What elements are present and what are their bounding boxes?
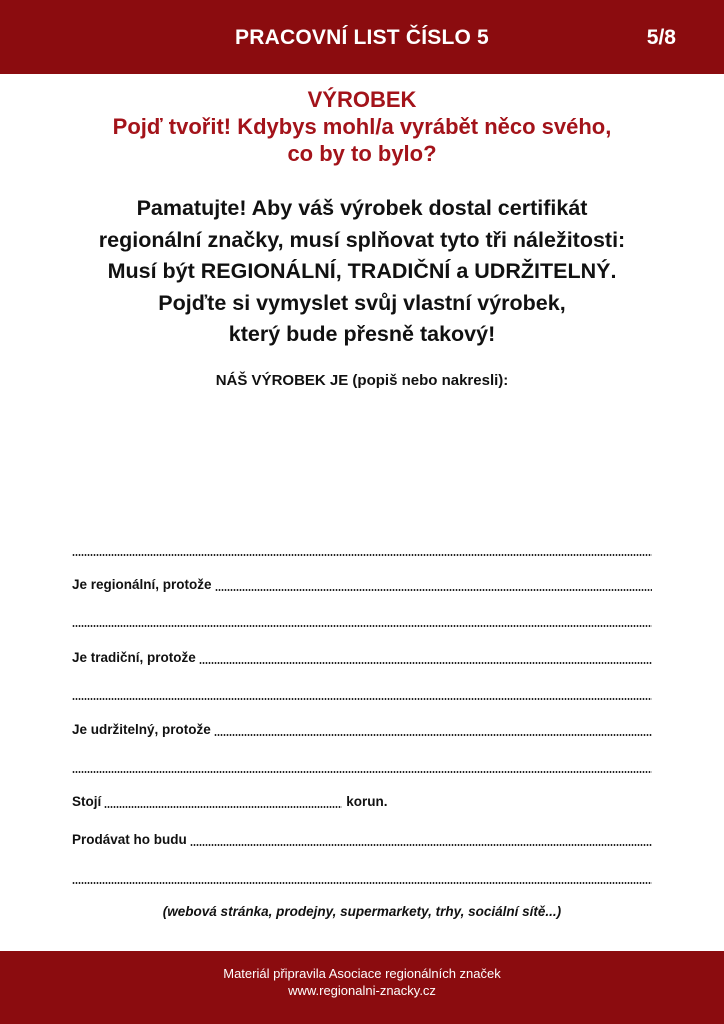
price-suffix: korun. — [346, 795, 388, 809]
regional-continuation-line[interactable] — [72, 614, 652, 628]
price-line[interactable] — [72, 795, 652, 809]
sell-continuation-line[interactable] — [72, 871, 652, 885]
intro-line-4: Pojďte si vymyslet svůj vlastní výrobek, — [158, 290, 566, 315]
product-description-label: NÁŠ VÝROBEK JE (popiš nebo nakresli): — [215, 372, 509, 389]
page-number: 5/8 — [646, 26, 676, 49]
sell-label: Prodávat ho budu — [72, 833, 187, 847]
intro-line-2: regionální značky, musí splňovat tyto tři náležitosti: — [98, 227, 626, 252]
dotted-line — [72, 882, 652, 884]
regional-reason-line[interactable] — [72, 578, 652, 592]
dotted-line — [190, 844, 652, 846]
footer-bar — [0, 951, 724, 1024]
traditional-label: Je tradiční, protože — [72, 651, 196, 665]
dotted-line — [72, 554, 652, 556]
title-block — [0, 86, 724, 167]
dotted-line — [72, 698, 652, 700]
regional-label: Je regionální, protože — [72, 578, 212, 592]
product-fill-line[interactable] — [72, 543, 652, 557]
sustainable-label: Je udržitelný, protože — [72, 723, 211, 737]
header-bar — [0, 0, 724, 74]
footer-text — [0, 965, 724, 999]
section-heading: VÝROBEK — [307, 87, 417, 112]
sustainable-reason-line[interactable] — [72, 723, 652, 737]
dotted-line — [72, 771, 652, 773]
intro-text — [0, 193, 724, 351]
footer-website: www.regionalni-znacky.cz — [288, 983, 436, 998]
intro-line-3: Musí být REGIONÁLNÍ, TRADIČNÍ a UDRŽITELNÝ. — [107, 259, 617, 283]
traditional-continuation-line[interactable] — [72, 687, 652, 701]
traditional-reason-line[interactable] — [72, 651, 652, 665]
intro-line-5: který bude přesně takový! — [228, 322, 496, 346]
dotted-line — [214, 734, 652, 736]
dotted-line — [215, 589, 652, 591]
dotted-line — [104, 806, 342, 808]
sales-channels-hint: (webová stránka, prodejny, supermarkety, trhy, sociální sítě...) — [162, 904, 562, 919]
subtitle-line-1: Pojď tvořit! Kdybys mohl/a vyrábět něco svého, — [112, 114, 612, 139]
footer-credit: Materiál připravila Asociace regionálních značek — [223, 966, 501, 981]
sell-line[interactable] — [72, 833, 652, 847]
intro-line-1: Pamatujte! Aby váš výrobek dostal certifikát — [136, 196, 588, 220]
sustainable-continuation-line[interactable] — [72, 760, 652, 774]
dotted-line — [72, 625, 652, 627]
price-label: Stojí — [72, 795, 102, 809]
subtitle-line-2: co by to bylo? — [287, 141, 437, 166]
worksheet-title: PRACOVNÍ LIST ČÍSLO 5 — [235, 26, 489, 49]
dotted-line — [199, 662, 652, 664]
